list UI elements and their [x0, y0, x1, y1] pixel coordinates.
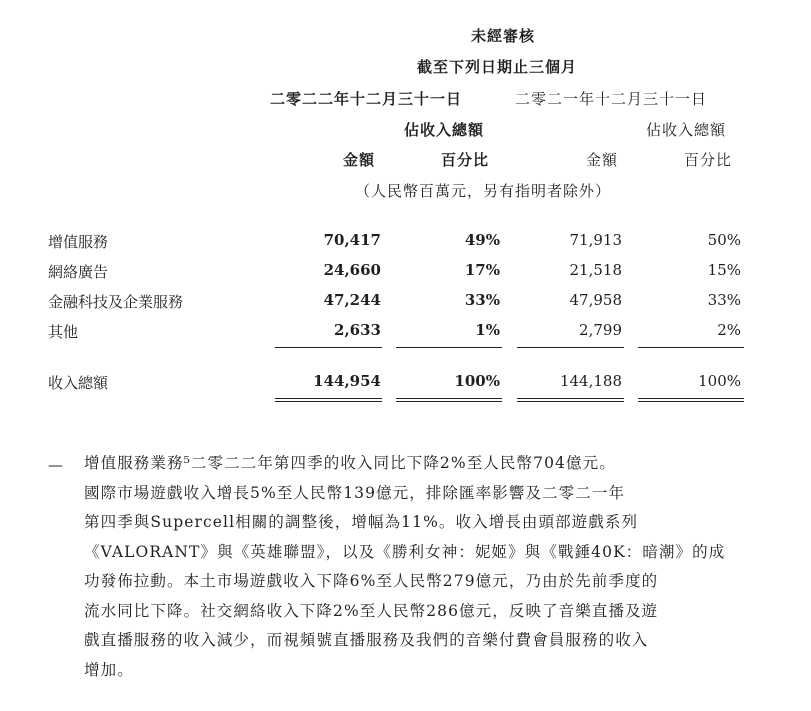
subtotal-rule [638, 347, 744, 348]
row-label: 增值服務 [48, 233, 109, 251]
amount-2022-cell: 24,660 [323, 261, 381, 279]
total-double-rule [396, 398, 502, 399]
commentary-line: 增加。 [84, 660, 134, 679]
pct-2022-cell: 33% [464, 291, 500, 309]
total-amount-2022: 144,954 [313, 372, 381, 390]
commentary-line: 增值服務業務⁵二零二二年第四季的收入同比下降2%至人民幣704億元。 [84, 454, 616, 472]
amount-2021-cell: 71,913 [569, 231, 622, 249]
commentary-paragraph [84, 449, 764, 685]
total-double-rule [638, 398, 744, 399]
amount-2022-cell: 2,633 [334, 321, 381, 339]
unit-note: （人民幣百萬元，另有指明者除外） [355, 182, 612, 200]
total-double-rule [275, 398, 382, 399]
commentary-line: 國際市場遊戲收入增長5%至人民幣139億元，排除匯率影響及二零二一年 [84, 483, 626, 502]
row-label: 其他 [48, 323, 79, 341]
pct-2021-cell: 33% [707, 291, 741, 309]
amount-2021-heading: 金額 [586, 151, 619, 169]
amount-2022-heading: 金額 [343, 151, 376, 169]
pct-2022-cell: 49% [464, 231, 500, 249]
subtotal-rule [396, 347, 502, 348]
total-double-rule [638, 401, 744, 402]
pct-2022-heading: 百分比 [441, 151, 490, 169]
amount-2021-cell: 2,799 [579, 321, 622, 339]
total-label: 收入總額 [48, 374, 109, 392]
pct-2022-cell: 17% [464, 261, 500, 279]
subtotal-rule [517, 347, 624, 348]
total-amount-2021: 144,188 [559, 372, 622, 390]
commentary-line: 功發佈拉動。本土市場遊戲收入下降6%至人民幣279億元，乃由於先前季度的 [84, 572, 659, 590]
est-total-2021-heading: 佔收入總額 [646, 121, 727, 139]
amount-2021-cell: 21,518 [569, 261, 622, 279]
commentary-line: 《VALORANT》與《英雄聯盟》，以及《勝利女神：妮姬》與《戰錘40K：暗潮》的成 [84, 542, 726, 561]
pct-2021-cell: 50% [707, 231, 741, 249]
pct-2022-cell: 1% [475, 321, 500, 339]
subtotal-rule [275, 347, 382, 348]
est-total-2022-heading: 佔收入總額 [404, 121, 485, 139]
pct-2021-cell: 15% [707, 261, 741, 279]
total-pct-2022: 100% [454, 372, 500, 390]
row-label: 金融科技及企業服務 [48, 293, 184, 311]
total-double-rule [396, 401, 502, 402]
commentary-line: 戲直播服務的收入減少，而視頻號直播服務及我們的音樂付費會員服務的收入 [84, 631, 649, 649]
amount-2022-cell: 47,244 [323, 291, 381, 309]
total-double-rule [517, 401, 624, 402]
total-pct-2021: 100% [698, 372, 741, 390]
pct-2021-cell: 2% [717, 321, 741, 339]
unaudited-heading: 未經審核 [471, 27, 536, 45]
date-2021-heading: 二零二一年十二月三十一日 [515, 90, 708, 108]
row-label: 網絡廣告 [48, 263, 109, 281]
total-double-rule [275, 401, 382, 402]
amount-2021-cell: 47,958 [569, 291, 622, 309]
total-double-rule [517, 398, 624, 399]
commentary-line: 流水同比下降。社交網絡收入下降2%至人民幣286億元，反映了音樂直播及遊 [84, 601, 659, 620]
date-2022-heading: 二零二二年十二月三十一日 [270, 90, 463, 108]
period-heading: 截至下列日期止三個月 [417, 58, 578, 76]
amount-2022-cell: 70,417 [323, 231, 381, 249]
commentary-line: 第四季與Supercell相關的調整後，增幅為11%。收入增長由頭部遊戲系列 [84, 513, 639, 531]
bullet-dash: — [48, 456, 63, 474]
pct-2021-heading: 百分比 [684, 151, 733, 169]
